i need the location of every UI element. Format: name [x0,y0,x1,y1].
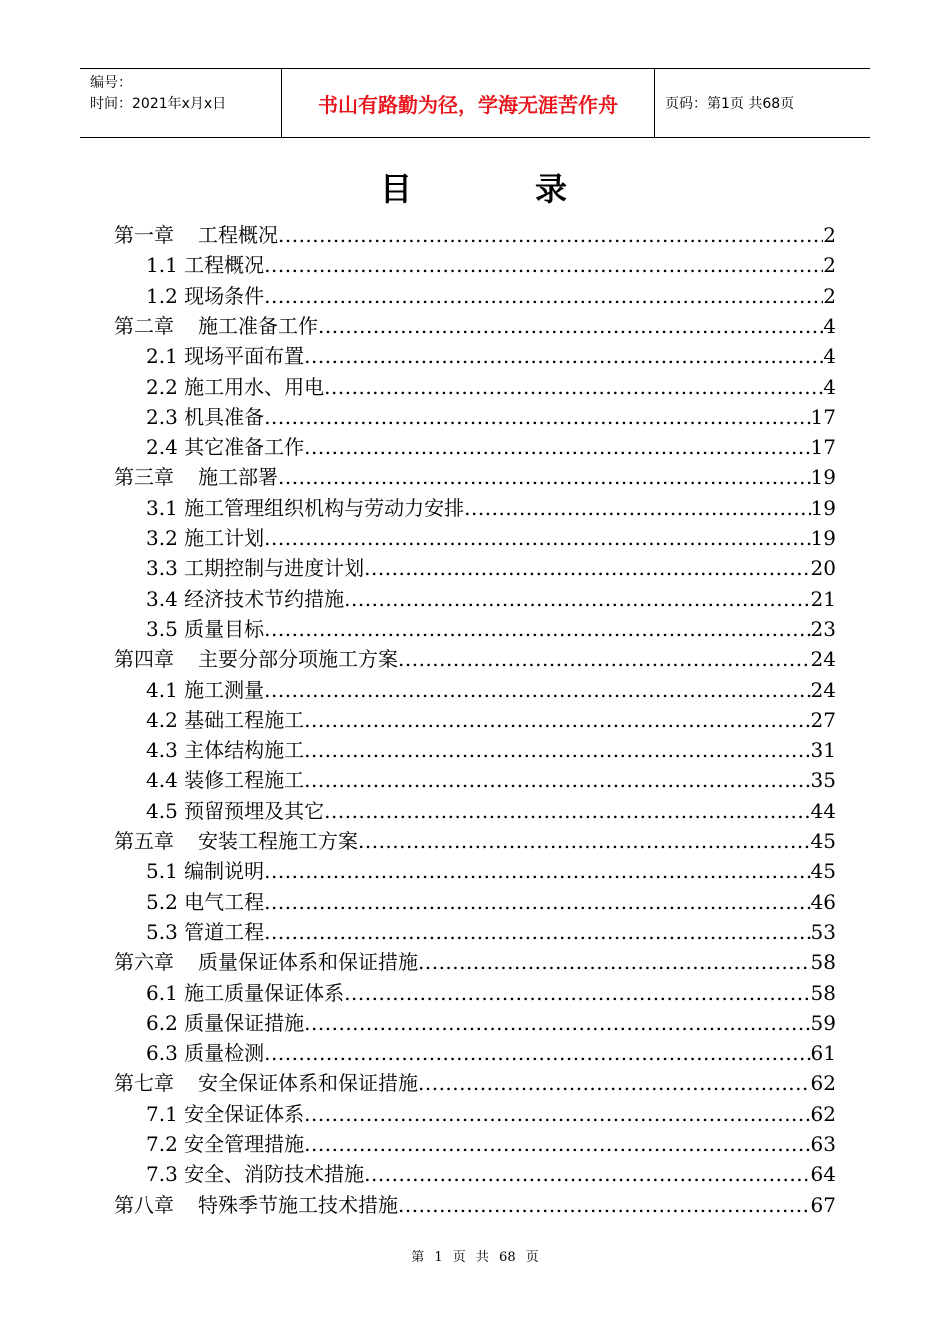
toc-page-number: 19 [810,526,836,550]
toc-page-number: 45 [810,859,836,884]
toc-leader-dots [418,1068,811,1098]
toc-entry-title [146,281,264,311]
toc-leader-dots [304,1099,810,1129]
toc-leader-dots [304,341,823,371]
toc-entry-number: 第三章 [114,465,174,490]
toc-entry-number: 4.5 [146,798,178,823]
toc-chapter-entry[interactable] [114,1068,836,1098]
toc-page-number: 45 [810,829,836,853]
toc-chapter-entry[interactable] [114,1190,836,1220]
toc-entry-title [114,1190,398,1220]
toc-entry-label: 施工准备工作 [198,313,318,338]
toc-leader-dots [344,584,810,614]
toc-section-entry[interactable] [146,796,836,826]
toc-entry-number: 4.4 [146,768,178,793]
toc-entry-label: 编制说明 [184,859,265,884]
toc-entry-label: 现场条件 [184,283,265,308]
toc-leader-dots [304,705,810,735]
toc-section-entry[interactable] [146,614,836,644]
toc-section-entry[interactable] [146,341,836,371]
toc-entry-label: 电气工程 [184,889,265,914]
toc-entry-number: 6.3 [146,1041,178,1066]
toc-entry-label: 主要分部分项施工方案 [198,647,398,672]
toc-section-entry[interactable] [146,765,836,795]
toc-entry-label: 质量保证措施 [184,1010,305,1035]
toc-entry-label: 施工部署 [198,465,278,490]
toc-page-number: 4 [823,374,836,399]
toc-entry-label: 装修工程施工 [184,768,305,793]
toc-entry-number: 1.2 [146,283,178,308]
toc-entry-number: 4.1 [146,677,178,702]
toc-entry-title [114,947,418,977]
toc-page-number: 24 [810,677,836,702]
toc-page-number: 19 [810,495,836,520]
toc-entry-number: 2.1 [146,344,178,369]
toc-entry-number: 3.5 [146,616,178,641]
toc-leader-dots [264,917,810,947]
toc-section-entry[interactable] [146,705,836,735]
toc-entry-label: 安全、消防技术措施 [184,1162,365,1187]
toc-page-number: 64 [810,1162,836,1187]
toc-entry-title [114,1068,418,1098]
toc-chapter-entry[interactable] [114,462,836,492]
toc-leader-dots [324,796,810,826]
toc-leader-dots [364,553,810,583]
toc-section-entry[interactable] [146,250,836,280]
toc-page-number: 17 [810,404,836,429]
toc-entry-number: 7.3 [146,1162,178,1187]
toc-entry-title [146,887,264,917]
toc-page-number: 19 [810,465,836,490]
toc-page-number: 58 [810,950,836,975]
toc-page-number: 35 [810,768,836,793]
toc-entry-title [146,372,324,402]
toc-page-number: 23 [810,616,836,641]
toc-leader-dots [264,281,823,311]
toc-leader-dots [324,372,823,402]
toc-entry-label: 机具准备 [184,404,265,429]
toc-leader-dots [264,675,810,705]
toc-leader-dots [278,220,823,250]
toc-entry-number: 第四章 [114,647,174,672]
toc-entry-title [146,978,344,1008]
toc-entry-title [146,1099,304,1129]
toc-entry-label: 施工用水、用电 [184,374,325,399]
toc-entry-number: 4.3 [146,738,178,763]
toc-section-entry[interactable] [146,978,836,1008]
toc-entry-title [146,432,304,462]
toc-entry-number: 4.2 [146,707,178,732]
toc-chapter-entry[interactable] [114,947,836,977]
toc-section-entry[interactable] [146,1129,836,1159]
toc-section-entry[interactable] [146,372,836,402]
toc-page-number: 53 [810,919,836,944]
toc-page-number: 2 [823,283,836,308]
toc-page-number: 2 [823,253,836,278]
toc-leader-dots [304,432,810,462]
toc-entry-label: 施工计划 [184,526,265,550]
toc-entry-label: 施工管理组织机构与劳动力安排 [184,495,465,520]
toc-entry-number: 1.1 [146,253,178,278]
toc-entry-number: 6.2 [146,1010,178,1035]
toc-leader-dots [418,947,811,977]
toc-entry-number: 第七章 [114,1071,174,1096]
toc-entry-title [146,856,264,886]
toc-chapter-entry[interactable] [114,311,836,341]
document-header [80,68,870,138]
toc-leader-dots [364,1159,810,1189]
toc-entry-title [146,796,324,826]
toc-entry-label: 经济技术节约措施 [184,586,345,611]
toc-entry-label: 质量检测 [184,1041,265,1066]
toc-entry-label: 管道工程 [184,919,265,944]
toc-page-number: 46 [810,889,836,914]
toc-entry-number: 第八章 [114,1192,174,1217]
toc-section-entry[interactable] [146,432,836,462]
toc-section-entry[interactable] [146,675,836,705]
toc-entry-number: 2.3 [146,404,178,429]
toc-entry-label: 施工测量 [184,677,265,702]
toc-chapter-entry[interactable] [114,826,836,856]
toc-entry-title [146,675,264,705]
toc-section-entry[interactable] [146,553,836,583]
toc-page-number: 31 [810,738,836,763]
toc-entry-label: 质量保证体系和保证措施 [198,950,418,975]
toc-entry-title [146,1129,304,1159]
toc-entry-title [146,1008,304,1038]
toc-page-number: 21 [810,586,836,611]
toc-entry-title [146,1159,364,1189]
toc-leader-dots [264,250,823,280]
toc-entry-number: 7.2 [146,1132,178,1156]
toc-section-entry[interactable] [146,887,836,917]
toc-entry-label: 安全保证体系和保证措施 [198,1071,418,1096]
toc-entry-number: 7.1 [146,1101,178,1126]
toc-entry-label: 特殊季节施工技术措施 [198,1192,398,1217]
toc-entry-number: 5.1 [146,859,178,884]
page-footer: 第 1 页 共 68 页 [411,1250,539,1265]
toc-section-entry[interactable] [146,1008,836,1038]
toc-entry-title [146,341,304,371]
toc-entry-title [146,735,304,765]
toc-entry-label: 基础工程施工 [184,707,305,732]
toc-entry-number: 2.2 [146,374,178,399]
toc-page-number: 4 [823,344,836,369]
toc-entry-label: 预留预埋及其它 [184,798,325,823]
toc-page-number: 4 [823,313,836,338]
toc-entry-title [114,311,318,341]
toc-entry-label: 质量目标 [184,616,265,641]
toc-entry-label: 其它准备工作 [184,435,305,460]
toc-leader-dots [398,644,811,674]
toc-page-number: 24 [810,647,836,672]
header-motto: 书山有路勤为径，学海无涯苦作舟 [281,69,655,137]
toc-leader-dots [464,493,810,523]
toc-page-number: 20 [810,556,836,581]
toc-leader-dots [304,1008,810,1038]
toc-entry-number: 3.1 [146,495,178,520]
toc-entry-number: 3.4 [146,586,178,611]
toc-page-number: 62 [810,1071,836,1096]
toc-entry-label: 工程概况 [184,253,265,278]
toc-leader-dots [398,1190,811,1220]
toc-leader-dots [344,978,810,1008]
toc-leader-dots [304,765,810,795]
toc-leader-dots [318,311,823,341]
toc-page-number: 44 [810,798,836,823]
toc-entry-title [146,493,464,523]
toc-entry-title [146,402,264,432]
toc-entry-number: 5.2 [146,889,178,914]
toc-entry-number: 2.4 [146,435,178,460]
title-char-2: 录 [535,170,568,208]
toc-entry-title [146,917,264,947]
header-meta [80,69,281,137]
toc-section-entry[interactable] [146,493,836,523]
toc-leader-dots [264,523,810,553]
toc-entry-number: 第一章 [114,223,174,247]
toc-entry-title [146,553,364,583]
number-label: 编号： [90,75,132,91]
toc-entry-number: 第二章 [114,313,174,338]
toc-entry-label: 现场平面布置 [184,344,305,369]
toc-entry-label: 安装工程施工方案 [198,829,358,853]
toc-section-entry[interactable] [146,735,836,765]
toc-page-number: 17 [810,435,836,460]
toc-page-number: 67 [810,1192,836,1217]
toc-leader-dots [264,614,810,644]
header-page-label: 页码：第1页 共68页 [665,96,795,112]
toc-entry-number: 5.3 [146,919,178,944]
toc-section-entry[interactable] [146,402,836,432]
toc-entry-title [146,523,264,553]
toc-entry-label: 工程概况 [198,223,278,247]
toc-entry-number: 6.1 [146,980,178,1005]
toc-entry-title [114,826,358,856]
toc-entry-title [146,584,344,614]
toc-chapter-entry[interactable] [114,644,836,674]
toc-leader-dots [264,402,810,432]
toc-entry-title [146,765,304,795]
toc-leader-dots [278,462,811,492]
toc-leader-dots [264,1038,810,1068]
toc-section-entry[interactable] [146,917,836,947]
toc-section-entry[interactable] [146,1038,836,1068]
toc-entry-title [114,220,278,250]
toc-entry-number: 第五章 [114,829,174,853]
toc-entry-title [146,705,304,735]
title-char-1: 目 [380,170,413,208]
toc-entry-title [146,1038,264,1068]
toc-page-number: 58 [810,980,836,1005]
toc-leader-dots [358,826,811,856]
toc-entry-title [114,462,278,492]
toc-section-entry[interactable] [146,856,836,886]
toc-entry-title [114,644,398,674]
toc-entry-label: 施工质量保证体系 [184,980,345,1005]
toc-section-entry[interactable] [146,1099,836,1129]
toc-entry-number: 第六章 [114,950,174,975]
toc-leader-dots [264,856,810,886]
toc-entry-label: 主体结构施工 [184,738,305,763]
toc-entry-label: 工期控制与进度计划 [184,556,365,581]
toc-page-number: 59 [810,1010,836,1035]
toc-chapter-entry[interactable] [114,220,836,250]
toc-leader-dots [304,735,810,765]
toc-page-number: 2 [823,223,836,247]
toc-entry-label: 安全管理措施 [184,1132,305,1156]
toc-page-number: 63 [810,1132,836,1156]
toc-section-entry[interactable] [146,523,836,553]
toc-entry-number: 3.3 [146,556,178,581]
toc-entry-title [146,614,264,644]
toc-entry-label: 安全保证体系 [184,1101,305,1126]
toc-entry-title [146,250,264,280]
toc-section-entry[interactable] [146,281,836,311]
toc-leader-dots [264,887,810,917]
toc-leader-dots [304,1129,810,1159]
toc-section-entry[interactable] [146,1159,836,1189]
toc-page-number: 62 [810,1101,836,1126]
toc-page-number: 27 [810,707,836,732]
toc-entry-number: 3.2 [146,526,178,550]
toc-page-number: 61 [810,1041,836,1066]
toc-section-entry[interactable] [146,584,836,614]
time-label: 时间：2021年x月x日 [90,96,227,112]
